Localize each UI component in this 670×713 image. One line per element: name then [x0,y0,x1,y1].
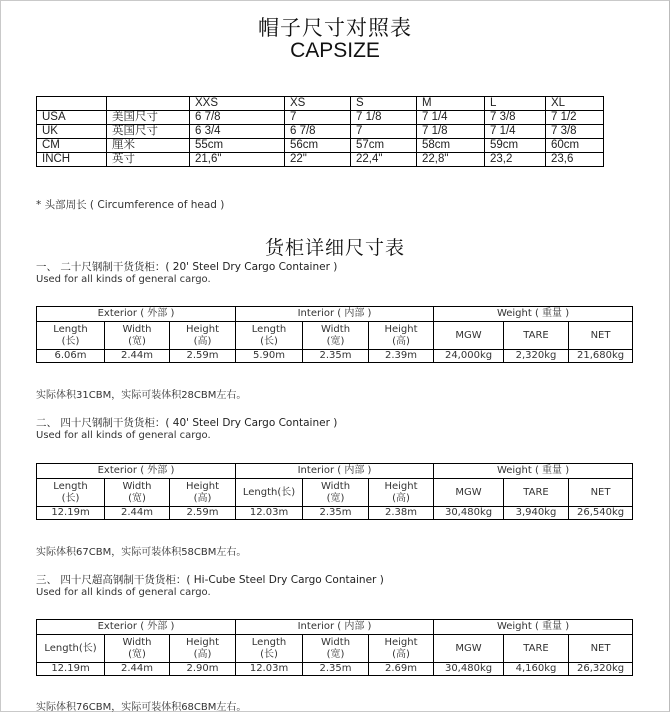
sub-header-cell [236,322,303,350]
sub-header-cell [569,322,633,350]
value-cell: 4,160kg [504,663,569,676]
sub-header-row [37,635,633,663]
sub-header-en: Height [185,323,220,335]
table-cell: 6 7/8 [285,125,351,139]
table-cell: 57cm [351,139,417,153]
sub-header-en: MGW [455,329,482,341]
table-cell: 21,6" [190,153,285,167]
container-heading: 三、 四十尺超高钢制干货货柜：( Hi-Cube Steel Dry Cargo Container ) [36,574,384,586]
table-cell: 56cm [285,139,351,153]
table-cell: XS [285,97,351,111]
table-cell: 英寸 [107,153,190,167]
sub-header-cell [369,322,434,350]
table-cell: CM [37,139,107,153]
value-cell: 12.19m [37,663,105,676]
sub-header-cell [37,635,105,663]
sub-header-cell [105,635,170,663]
table-cell: 7 1/4 [417,111,485,125]
group-header-cell: Exterior ( 外部 ) [37,620,236,635]
table-cell: XXS [190,97,285,111]
page-title: 帽子尺寸对照表 [258,16,412,40]
sub-header-cell [504,635,569,663]
group-header-row [37,620,633,635]
value-cell: 26,320kg [569,663,633,676]
sub-header-en: Width [320,323,351,335]
table-cell: 厘米 [107,139,190,153]
group-header-cell: Exterior ( 外部 ) [37,307,236,322]
value-cell: 2.35m [303,350,369,363]
value-cell: 3,940kg [504,507,569,520]
sub-header-en: TARE [523,329,549,341]
sub-header-cell [569,479,633,507]
sub-header-en: Height [185,480,220,492]
sub-header-en: Width [122,323,152,335]
sub-header-cell [303,479,369,507]
sub-header-en: MGW [455,642,482,654]
table-cell [107,97,190,111]
sub-header-en: Length [53,480,88,492]
value-cell: 2.39m [369,350,434,363]
sub-header-cell [170,322,236,350]
value-cell: 12.03m [236,507,303,520]
value-cell: 2.35m [303,507,369,520]
sub-header-en: NET [590,329,611,341]
value-cell: 12.19m [37,507,105,520]
group-header-cell: Weight ( 重量 ) [434,464,633,479]
sub-header-en: MGW [455,486,482,498]
sub-header-cell [303,635,369,663]
table-cell: 23,6 [546,153,604,167]
value-cell: 2.69m [369,663,434,676]
table-cell [37,97,107,111]
value-cell: 12.03m [236,663,303,676]
head-circumference-note: * 头部周长 ( Circumference of head ) [36,199,225,211]
container-volume-note: 实际体积31CBM，实际可装体积28CBM左右。 [36,390,247,401]
container-table-20ft [36,306,633,363]
sub-header-cn: (长) [260,648,278,660]
group-header-cell: Interior ( 内部 ) [236,464,434,479]
group-header-cell: Weight ( 重量 ) [434,307,633,322]
sub-header-cn: (高) [392,492,410,504]
group-header-cell: Exterior ( 外部 ) [37,464,236,479]
sub-header-cell [236,635,303,663]
table-cell: M [417,97,485,111]
table-cell: XL [546,97,604,111]
sub-header-cell [434,635,504,663]
sub-header-row [37,322,633,350]
sub-header-cn: (高) [392,335,410,347]
sub-header-en: TARE [523,642,549,654]
table-cell: 6 7/8 [190,111,285,125]
size-row-cm [37,139,604,153]
values-row [37,663,633,676]
sub-header-en: Height [384,323,418,335]
sub-header-cell [369,635,434,663]
sub-header-cn: (长) [260,335,278,347]
group-header-cell: Weight ( 重量 ) [434,620,633,635]
sub-header-cell [170,635,236,663]
table-cell: 22,4" [351,153,417,167]
value-cell: 2.38m [369,507,434,520]
value-cell: 2.59m [170,350,236,363]
table-cell: 23,2 [485,153,546,167]
value-cell: 6.06m [37,350,105,363]
sub-header-en: Width [122,480,152,492]
sub-header-cell [105,479,170,507]
sub-header-en: Width [320,636,351,648]
value-cell: 26,540kg [569,507,633,520]
sub-header-en: Height [384,636,418,648]
sub-header-en: Length [251,323,287,335]
sub-header-cn: (长) [61,492,80,504]
size-header-row [37,97,604,111]
sub-header-cell [236,479,303,507]
table-cell: 55cm [190,139,285,153]
table-cell: 6 3/4 [190,125,285,139]
table-cell: 7 [351,125,417,139]
value-cell: 2.90m [170,663,236,676]
container-usage: Used for all kinds of general cargo. [36,274,211,285]
page-subtitle: CAPSIZE [290,39,380,62]
value-cell: 30,480kg [434,663,504,676]
container-volume-note: 实际体积76CBM，实际可装体积68CBM左右。 [36,702,247,713]
table-cell: L [485,97,546,111]
sub-header-cell [37,479,105,507]
sub-header-en: NET [590,486,611,498]
sub-header-cn: (宽) [326,492,345,504]
sub-header-en: Width [122,636,152,648]
container-section-title: 货柜详细尺寸表 [264,237,405,259]
group-header-cell: Interior ( 内部 ) [236,620,434,635]
container-table-40ft [36,463,633,520]
table-cell: 7 [285,111,351,125]
table-cell: UK [37,125,107,139]
sub-header-cn: (长) [61,335,80,347]
values-row [37,507,633,520]
table-cell: 7 1/8 [417,125,485,139]
sub-header-cell [170,479,236,507]
group-header-row [37,307,633,322]
sub-header-cell [434,479,504,507]
sub-header-en: TARE [523,486,549,498]
sub-header-cn: (高) [193,648,212,660]
table-cell: 22" [285,153,351,167]
sub-header-row [37,479,633,507]
table-cell: 7 1/2 [546,111,604,125]
sub-header-en: NET [590,642,611,654]
value-cell: 2,320kg [504,350,569,363]
sub-header-cn: (宽) [128,648,146,660]
sub-header-en: Length [251,636,287,648]
table-cell: 英国尺寸 [107,125,190,139]
sub-header-cell [504,322,569,350]
sub-header-cn: (高) [193,492,212,504]
sub-header-cell [37,322,105,350]
sub-header-cell [105,322,170,350]
value-cell: 24,000kg [434,350,504,363]
sub-header-en: Height [185,636,220,648]
table-cell: S [351,97,417,111]
sub-header-cn: (宽) [326,335,345,347]
table-cell: 60cm [546,139,604,153]
sub-header-cn: (高) [392,648,410,660]
value-cell: 21,680kg [569,350,633,363]
sub-header-cell [303,322,369,350]
sub-header-cn: (高) [193,335,212,347]
container-heading: 一、 二十尺钢制干货货柜：( 20' Steel Dry Cargo Container ) [36,261,338,273]
container-volume-note: 实际体积67CBM，实际可装体积58CBM左右。 [36,547,247,558]
size-row-uk [37,125,604,139]
value-cell: 30,480kg [434,507,504,520]
table-cell: 7 3/8 [546,125,604,139]
sub-header-cell [369,479,434,507]
container-usage: Used for all kinds of general cargo. [36,430,211,441]
container-heading: 二、 四十尺钢制干货货柜：( 40' Steel Dry Cargo Container ) [36,417,338,429]
sub-header-cn: (宽) [128,492,146,504]
sub-header-cn: (宽) [326,648,345,660]
cap-size-table [36,96,604,167]
sub-header-en: Length [53,323,88,335]
sub-header-en: Height [384,480,418,492]
container-table-hicube [36,619,633,676]
table-cell: 22,8" [417,153,485,167]
values-row [37,350,633,363]
value-cell: 2.35m [303,663,369,676]
size-row-usa [37,111,604,125]
group-header-cell: Interior ( 内部 ) [236,307,434,322]
sub-header-cell [569,635,633,663]
table-cell: 7 1/8 [351,111,417,125]
value-cell: 2.44m [105,663,170,676]
sub-header-cell [504,479,569,507]
table-cell: 7 1/4 [485,125,546,139]
container-usage: Used for all kinds of general cargo. [36,587,211,598]
size-row-inch [37,153,604,167]
value-cell: 2.59m [170,507,236,520]
value-cell: 5.90m [236,350,303,363]
table-cell: USA [37,111,107,125]
value-cell: 2.44m [105,507,170,520]
sub-header-cell [434,322,504,350]
table-cell: INCH [37,153,107,167]
table-cell: 7 3/8 [485,111,546,125]
sub-header-en: Length(长) [242,486,296,498]
table-cell: 58cm [417,139,485,153]
table-cell: 美国尺寸 [107,111,190,125]
sub-header-cn: (宽) [128,335,146,347]
sub-header-en: Width [320,480,351,492]
table-cell: 59cm [485,139,546,153]
sub-header-en: Length(长) [44,642,97,654]
value-cell: 2.44m [105,350,170,363]
group-header-row [37,464,633,479]
